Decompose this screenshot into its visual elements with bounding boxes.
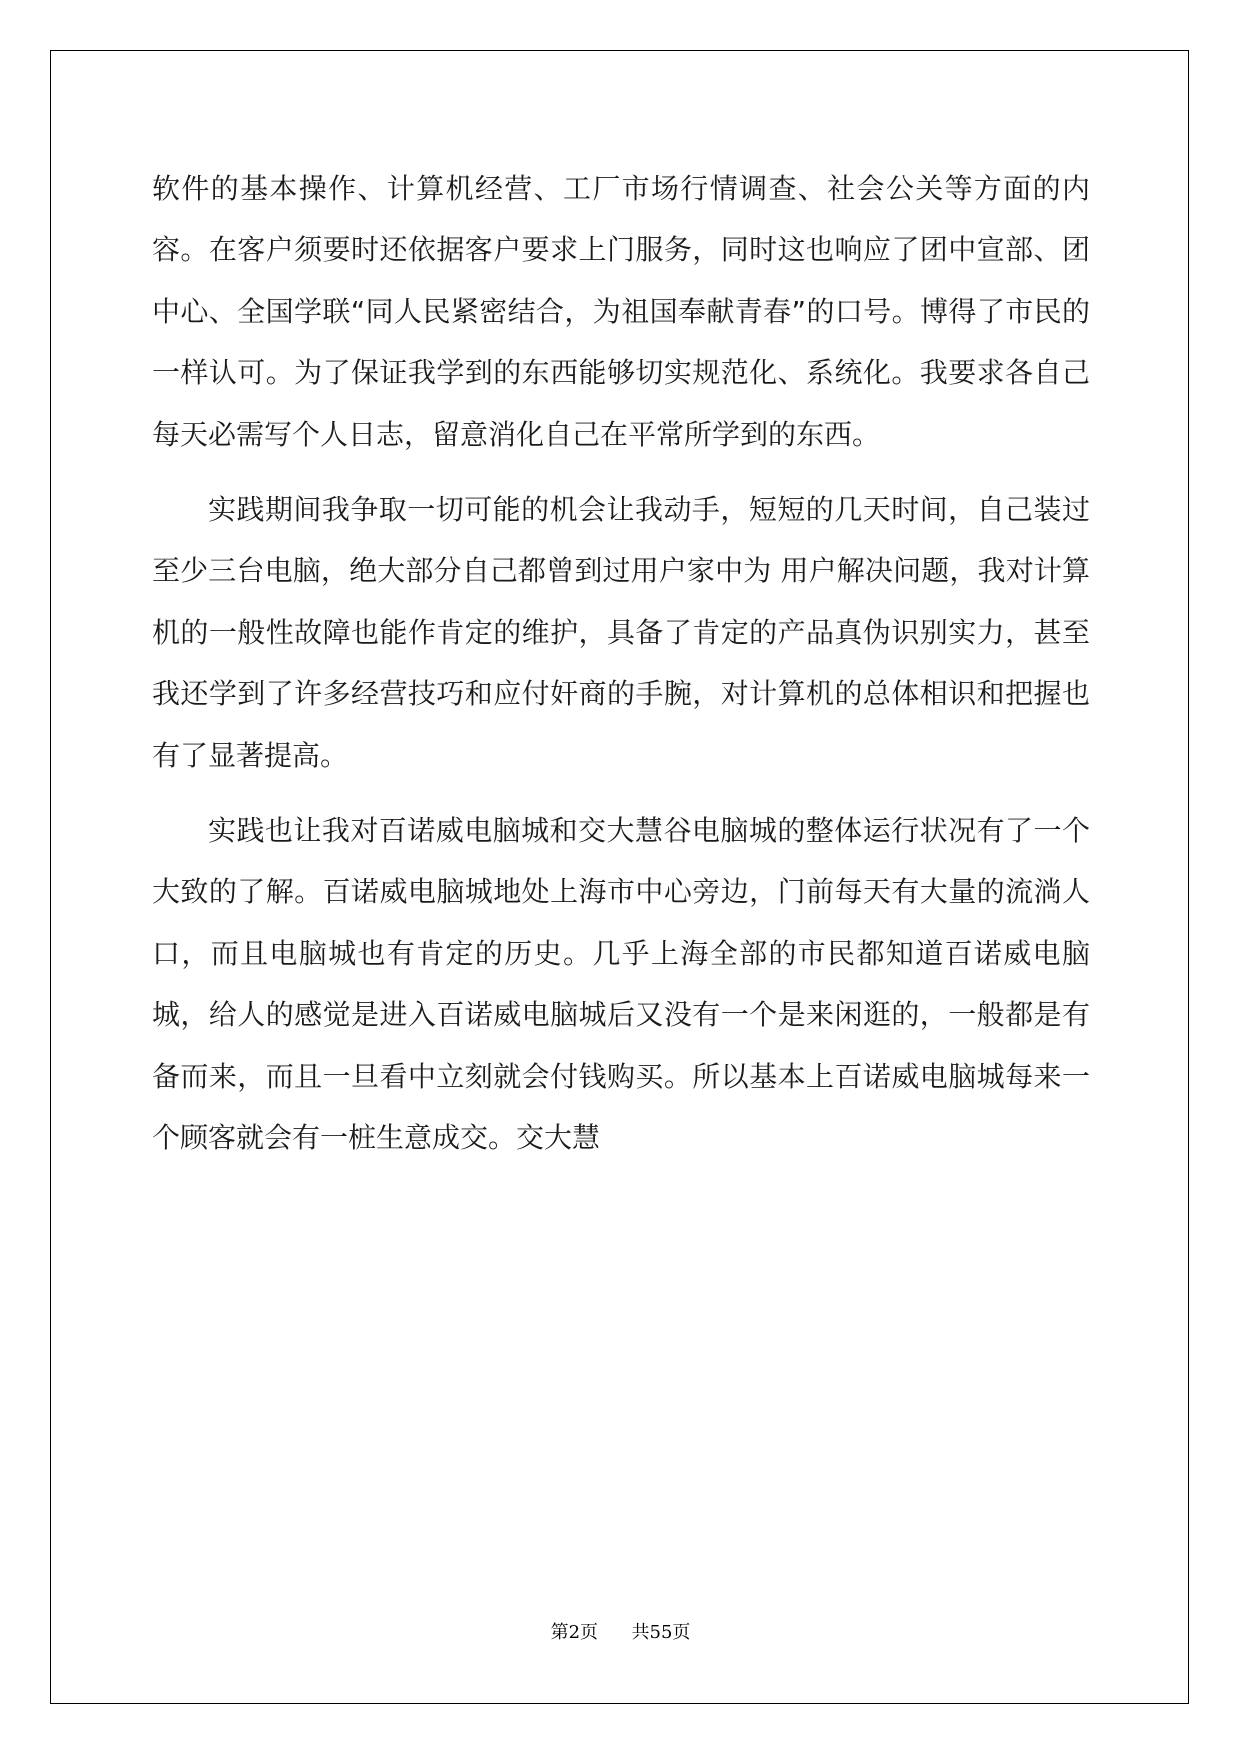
document-body bbox=[152, 158, 1090, 1169]
page-footer bbox=[0, 1618, 1241, 1644]
page-total: 共55页 bbox=[631, 1622, 691, 1643]
paragraph-continued: 软件的基本操作、计算机经营、工厂市场行情调查、社会公关等方面的内容。在客户须要时还依据客户要求上门服务，同时这也响应了团中宣部、团中心、全国学联“同人民紧密结合，为祖国奉献青春”的口号。博得了市民的一样认可。为了保证我学到的东西能够切实规范化、系统化。我要求各自己每天必需写个人日志，留意消化自己在平常所学到的东西。 bbox=[152, 172, 1090, 451]
paragraph-computer-mall: 实践也让我对百诺威电脑城和交大慧谷电脑城的整体运行状况有了一个大致的了解。百诺威电脑城地处上海市中心旁边，门前每天有大量的流淌人口，而且电脑城也有肯定的历史。几乎上海全部的市民都知道百诺威电脑城，给人的感觉是进入百诺威电脑城后又没有一个是来闲逛的，一般都是有备而来，而且一旦看中立刻就会付钱购买。所以基本上百诺威电脑城每来一个顾客就会有一桩生意成交。交大慧 bbox=[152, 814, 1090, 1155]
paragraph-practice: 实践期间我争取一切可能的机会让我动手，短短的几天时间，自己装过至少三台电脑，绝大部分自己都曾到过用户家中为 用户解决问题，我对计算机的一般性故障也能作肯定的维护，具备了肯定的产品真伪识别实力，甚至我还学到了许多经营技巧和应付奸商的手腕，对计算机的总体相识和把握也有了显著提高。 bbox=[152, 493, 1090, 772]
page-number: 第2页 bbox=[550, 1622, 599, 1643]
